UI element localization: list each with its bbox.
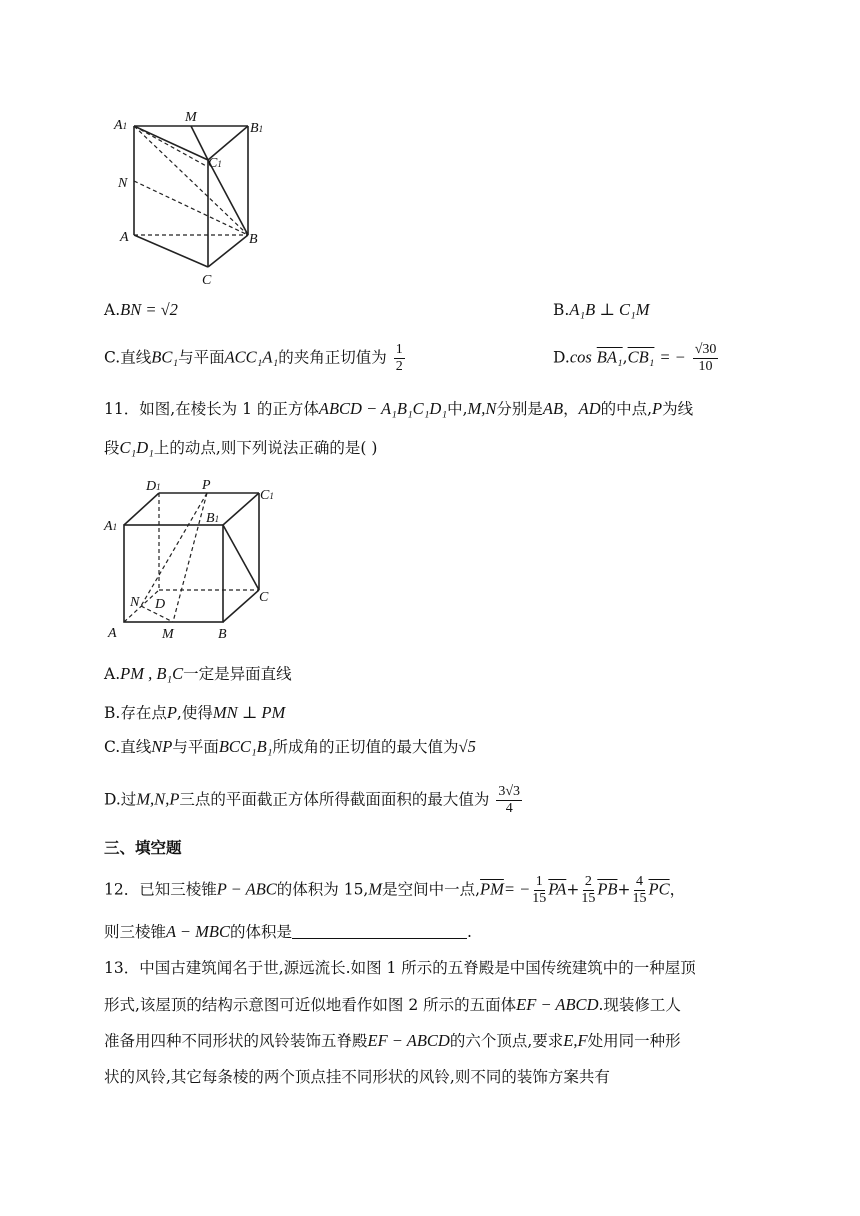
label-B: B xyxy=(218,627,227,642)
prism-figure xyxy=(110,105,280,290)
label-A1: A1 xyxy=(114,118,128,133)
q12-stem-line1: 12．已知三棱锥P − ABC的体积为 15,M是空间中一点$,\overline{PM}=$ − $\frac{1}{15}$ $\overline{PA}+$ $\frac{2}{15}$ $\overline{PB}+$ $\frac{4}{15}$ $\overline{PC}$， xyxy=(104,874,686,906)
q11-option-d: D.过M,N,P三点的平面截正方体所得截面面积的最大值为 $\frac{3√3}{4}$ xyxy=(104,784,521,816)
q11-stem-line1: 11．如图,在棱长为 1 的正方体ABCD − A₁B₁C₁D₁中,M,N分别是AB，AD的中点,P为线 xyxy=(104,399,694,418)
q12-stem-line2: 则三棱锥A − MBC的体积是 . xyxy=(104,922,472,941)
q11-stem-line2: 段C₁D₁上的动点,则下列说法正确的是( ) xyxy=(104,438,378,457)
label-N: N xyxy=(130,595,140,610)
fraction: $\frac{1}{2}$ xyxy=(395,342,403,374)
q13-line3: 准备用四种不同形状的风铃装饰五脊殿EF − ABCD的六个顶点,要求E,F处用同一种形 xyxy=(104,1031,681,1050)
q10-option-b: B.A₁B ⊥ C₁M xyxy=(553,300,650,319)
q10-option-a: A.BN = √2 xyxy=(104,300,178,319)
answer-blank[interactable] xyxy=(292,922,467,939)
q13-line4: 状的风铃,其它每条棱的两个顶点挂不同形状的风铃,则不同的装饰方案共有 xyxy=(104,1068,610,1086)
label-A: A xyxy=(120,230,129,245)
label-B: B xyxy=(249,232,258,247)
label-M: M xyxy=(185,110,197,125)
q13-line2: 形式,该屋顶的结构示意图可近似地看作如图 2 所示的五面体EF − ABCD.现装修工人 xyxy=(104,995,681,1014)
label-A: A xyxy=(108,626,117,641)
cube-figure xyxy=(100,475,290,645)
label-C: C xyxy=(202,273,212,288)
fraction: $\frac{√30}{10}$ xyxy=(694,342,717,374)
label-N: N xyxy=(118,176,128,191)
label-C1: C1 xyxy=(208,156,222,171)
label-C: C xyxy=(259,590,269,605)
label-A1: A1 xyxy=(104,519,118,534)
q13-line1: 13．中国古建筑闻名于世,源远流长.如图 1 所示的五脊殿是中国传统建筑中的一种屋顶 xyxy=(104,959,696,977)
q10-option-c: C.直线BC₁与平面ACC₁A₁的夹角正切值为 $\frac{1}{2}$ xyxy=(104,342,403,374)
q10-option-d: D.cos BA₁,CB₁ = − $\frac{√30}{10}$ xyxy=(553,342,717,374)
q11-option-a: A.PM , B₁C一定是异面直线 xyxy=(104,664,292,683)
q11-option-c: C.直线NP与平面BCC₁B₁所成角的正切值的最大值为√5 xyxy=(104,737,476,756)
fraction: $\frac{3√3}{4}$ xyxy=(498,784,521,816)
q11-option-b: B.存在点P,使得MN ⊥ PM xyxy=(104,703,286,722)
label-P: P xyxy=(202,478,211,493)
section-title: 三、填空题 xyxy=(104,839,182,857)
label-B1: B1 xyxy=(250,121,264,136)
label-D: D xyxy=(155,597,166,612)
label-B1: B1 xyxy=(206,511,220,526)
label-C1: C1 xyxy=(260,488,274,503)
label-D1: D1 xyxy=(146,479,161,494)
label-M: M xyxy=(162,627,174,642)
